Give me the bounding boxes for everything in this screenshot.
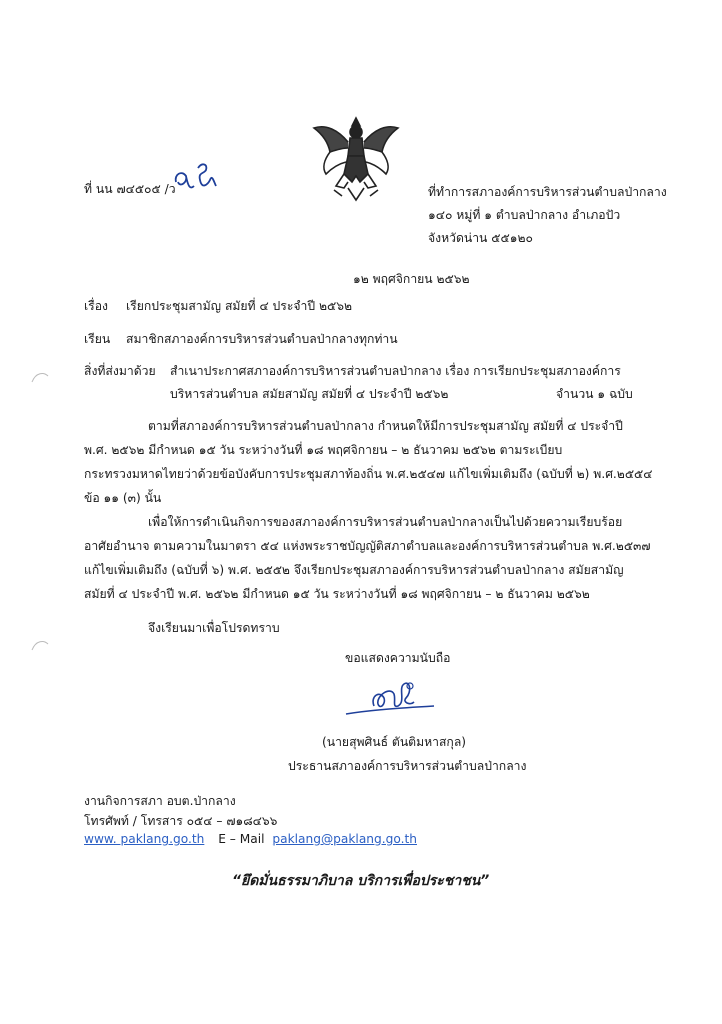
enclosure-line1: สำเนาประกาศสภาองค์การบริหารส่วนตำบลป่ากลาง เรื่อง การเรียกประชุมสภาองค์การ <box>170 364 621 378</box>
scan-mark-bottom <box>30 638 50 652</box>
paragraph2-line3: แก้ไขเพิ่มเติมถึง (ฉบับที่ ๖) พ.ศ. ๒๕๕๒ จึงเรียกประชุมสภาองค์การบริหารส่วนตำบลป่ากลาง สมัยสามัญ <box>84 563 624 577</box>
subject-label: เรื่อง <box>84 299 108 313</box>
paragraph2-line4: สมัยที่ ๔ ประจำปี พ.ศ. ๒๕๖๒ มีกำหนด ๑๕ วัน ระหว่างวันที่ ๑๘ พฤศจิกายน – ๒ ธันวาคม ๒๕๖๒ <box>84 587 590 601</box>
footer-department: งานกิจการสภา อบต.ป่ากลาง <box>84 794 236 808</box>
paragraph1-line2: พ.ศ. ๒๕๖๒ มีกำหนด ๑๕ วัน ระหว่างวันที่ ๑๘ พฤศจิกายน – ๒ ธันวาคม ๒๕๖๒ ตามระเบียบ <box>84 443 563 457</box>
letter-date: ๑๒ พฤศจิกายน ๒๕๖๒ <box>353 272 470 286</box>
slogan: “ยึดมั่นธรรมาภิบาล บริการเพื่อประชาชน” <box>232 873 490 889</box>
paragraph2-line1: เพื่อให้การดำเนินกิจการของสภาองค์การบริหารส่วนตำบลป่ากลางเป็นไปด้วยความเรียบร้อย <box>148 515 623 529</box>
reference-number: ที่ นน ๗๔๕๐๕ /ว <box>84 182 176 196</box>
paragraph1-line4: ข้อ ๑๑ (๓) นั้น <box>84 491 162 505</box>
email-label: E – Mail <box>218 832 265 846</box>
salutation: ขอแสดงความนับถือ <box>345 651 451 665</box>
signature-image <box>340 676 440 724</box>
paragraph2-line2: อาศัยอำนาจ ตามความในมาตรา ๕๔ แห่งพระราชบัญญัติสภาตำบลและองค์การบริหารส่วนตำบล พ.ศ.๒๕๓๗ <box>84 539 651 553</box>
recipient-text: สมาชิกสภาองค์การบริหารส่วนตำบลป่ากลางทุกท่าน <box>126 332 398 346</box>
recipient-label: เรียน <box>84 332 111 346</box>
org-address-line3: จังหวัดน่าน ๕๕๑๒๐ <box>428 231 533 245</box>
email-link[interactable]: paklang@paklang.go.th <box>272 832 417 846</box>
org-address-line1: ที่ทำการสภาองค์การบริหารส่วนตำบลป่ากลาง <box>428 185 667 199</box>
garuda-emblem <box>308 112 404 204</box>
enclosure-label: สิ่งที่ส่งมาด้วย <box>84 364 156 378</box>
signer-name: (นายสุพศินธ์ ตันติมหาสกุล) <box>322 735 467 749</box>
paragraph1-line1: ตามที่สภาองค์การบริหารส่วนตำบลป่ากลาง กำหนดให้มีการประชุมสามัญ สมัยที่ ๔ ประจำปี <box>148 419 623 433</box>
subject-text: เรียกประชุมสามัญ สมัยที่ ๔ ประจำปี ๒๕๖๒ <box>126 299 353 313</box>
enclosure-line2: บริหารส่วนตำบล สมัยสามัญ สมัยที่ ๔ ประจำปี ๒๕๖๒ <box>170 387 449 401</box>
website-link[interactable]: www. paklang.go.th <box>84 832 205 846</box>
paragraph1-line3: กระทรวงมหาดไทยว่าด้วยข้อบังคับการประชุมสภาท้องถิ่น พ.ศ.๒๕๔๗ แก้ไขเพิ่มเติมถึง (ฉบับที่ ๒) พ.ศ.๒๕๕๔ <box>84 467 653 481</box>
scan-mark-top <box>30 370 50 384</box>
enclosure-count: จำนวน ๑ ฉบับ <box>556 387 633 401</box>
closing-text: จึงเรียนมาเพื่อโปรดทราบ <box>148 621 280 635</box>
handwritten-number <box>168 160 228 196</box>
signer-position: ประธานสภาองค์การบริหารส่วนตำบลป่ากลาง <box>288 759 527 773</box>
footer-phone: โทรศัพท์ / โทรสาร ๐๕๔ – ๗๑๘๔๖๖ <box>84 814 278 828</box>
org-address-line2: ๑๔๐ หมู่ที่ ๑ ตำบลป่ากลาง อำเภอปัว <box>428 208 621 222</box>
